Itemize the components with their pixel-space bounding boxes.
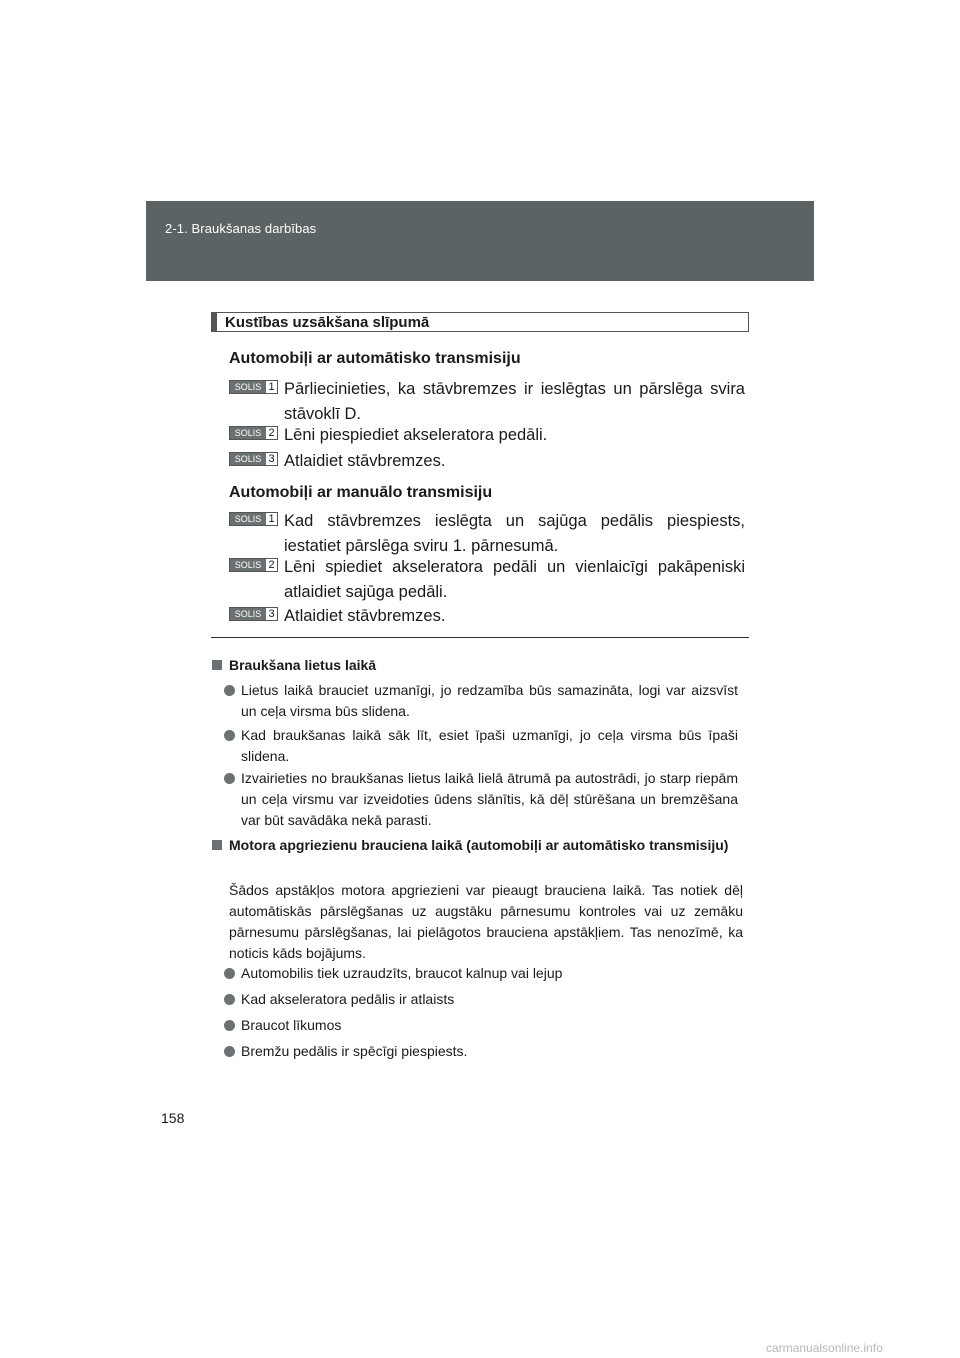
manual-step-1 bbox=[229, 509, 745, 559]
step-badge-word: SOLIS bbox=[230, 381, 266, 393]
section-title-bar bbox=[212, 313, 217, 331]
round-bullet-icon bbox=[224, 994, 235, 1005]
section-title-box bbox=[211, 312, 749, 332]
section-title: Kustības uzsākšana slīpumā bbox=[225, 314, 430, 331]
breadcrumb: 2-1. Braukšanas darbības bbox=[165, 221, 317, 236]
step-badge bbox=[229, 512, 278, 526]
step-text: Kad stāvbremzes ieslēgta un sajūga pedālis piespiests, iestatiet pārslēga sviru 1. pārnesumā. bbox=[284, 512, 745, 555]
chapter-header bbox=[146, 201, 814, 281]
note-bullet-text: Kad akseleratora pedālis ir atlaists bbox=[241, 991, 455, 1007]
round-bullet-icon bbox=[224, 773, 235, 784]
note-paragraph: Šādos apstākļos motora apgriezieni var pieaugt brauciena laikā. Tas notiek dēļ automātiskās pārslēgšanas uz augstāku pārnesumu kontroles vai uz zemāku pārnesumu pārslēgšanas, lai pielāgotos brauciena apstākļiem. Tas nenozīmē, ka noticis kāds bojājums. bbox=[229, 882, 743, 961]
note-heading-rain bbox=[211, 655, 744, 675]
step-text: Pārliecinieties, ka stāvbremzes ir ieslēgtas un pārslēga svira stāvoklī D. bbox=[284, 380, 745, 423]
manual-heading: Automobiļi ar manuālo transmisiju bbox=[229, 484, 493, 501]
note-bullet bbox=[224, 1015, 738, 1036]
automatic-heading: Automobiļi ar automātisko transmisiju bbox=[229, 350, 521, 367]
step-badge-word: SOLIS bbox=[230, 513, 266, 525]
note-bullet bbox=[224, 1041, 738, 1062]
section-divider bbox=[211, 637, 749, 638]
square-bullet-icon bbox=[212, 660, 222, 670]
note-bullet bbox=[224, 768, 738, 831]
step-badge-word: SOLIS bbox=[230, 427, 266, 439]
step-badge-word: SOLIS bbox=[230, 453, 266, 465]
automatic-step-1 bbox=[229, 377, 745, 427]
watermark: carmanualsonline.info bbox=[766, 1341, 883, 1355]
note-bullet-text: Braucot līkumos bbox=[241, 1017, 342, 1033]
round-bullet-icon bbox=[224, 1020, 235, 1031]
step-badge-word: SOLIS bbox=[230, 559, 266, 571]
step-text: Lēni spiediet akseleratora pedāli un vienlaicīgi pakāpeniski atlaidiet sajūga pedāli. bbox=[284, 558, 745, 601]
step-badge-number: 3 bbox=[266, 453, 277, 465]
note-bullet bbox=[224, 989, 738, 1010]
note-bullet-text: Bremžu pedālis ir spēcīgi piespiests. bbox=[241, 1043, 468, 1059]
note-heading-rpm bbox=[211, 835, 744, 855]
round-bullet-icon bbox=[224, 1046, 235, 1057]
step-badge bbox=[229, 380, 278, 394]
step-badge bbox=[229, 426, 278, 440]
note-bullet-text: Kad braukšanas laikā sāk līt, esiet īpaši uzmanīgi, jo ceļa virsma būs īpaši slidena. bbox=[241, 727, 738, 764]
note-bullet bbox=[224, 963, 738, 984]
step-text: Atlaidiet stāvbremzes. bbox=[284, 452, 446, 470]
page-number: 158 bbox=[161, 1110, 185, 1126]
automatic-step-2 bbox=[229, 423, 745, 448]
note-bullet-text: Izvairieties no braukšanas lietus laikā lielā ātrumā pa autostrādi, jo starp riepām un ceļa virsmu var izveidoties ūdens slānītis, kā dēļ stūrēšana un bremzēšana var būt savādāka nekā parasti. bbox=[241, 770, 738, 828]
note-bullet bbox=[224, 680, 738, 722]
step-badge-number: 1 bbox=[266, 513, 277, 525]
step-text: Atlaidiet stāvbremzes. bbox=[284, 607, 446, 625]
note-heading-text: Braukšana lietus laikā bbox=[229, 657, 377, 673]
step-badge-number: 2 bbox=[266, 559, 277, 571]
manual-step-2 bbox=[229, 555, 745, 605]
note-heading-text: Motora apgriezienu brauciena laikā (automobiļi ar automātisko transmisiju) bbox=[229, 837, 729, 853]
step-badge-number: 2 bbox=[266, 427, 277, 439]
step-badge-word: SOLIS bbox=[230, 608, 266, 620]
note-bullet-text: Lietus laikā brauciet uzmanīgi, jo redzamība būs samazināta, logi var aizsvīst un ceļa virsma būs slidena. bbox=[241, 682, 738, 719]
step-badge bbox=[229, 558, 278, 572]
step-badge-number: 3 bbox=[266, 608, 277, 620]
note-bullet bbox=[224, 725, 738, 767]
step-badge bbox=[229, 607, 278, 621]
round-bullet-icon bbox=[224, 730, 235, 741]
note-bullet-text: Automobilis tiek uzraudzīts, braucot kalnup vai lejup bbox=[241, 965, 563, 981]
automatic-step-3 bbox=[229, 449, 745, 474]
square-bullet-icon bbox=[212, 840, 222, 850]
round-bullet-icon bbox=[224, 968, 235, 979]
manual-step-3 bbox=[229, 604, 745, 629]
step-badge-number: 1 bbox=[266, 381, 277, 393]
round-bullet-icon bbox=[224, 685, 235, 696]
step-badge bbox=[229, 452, 278, 466]
step-text: Lēni piespiediet akseleratora pedāli. bbox=[284, 426, 548, 444]
